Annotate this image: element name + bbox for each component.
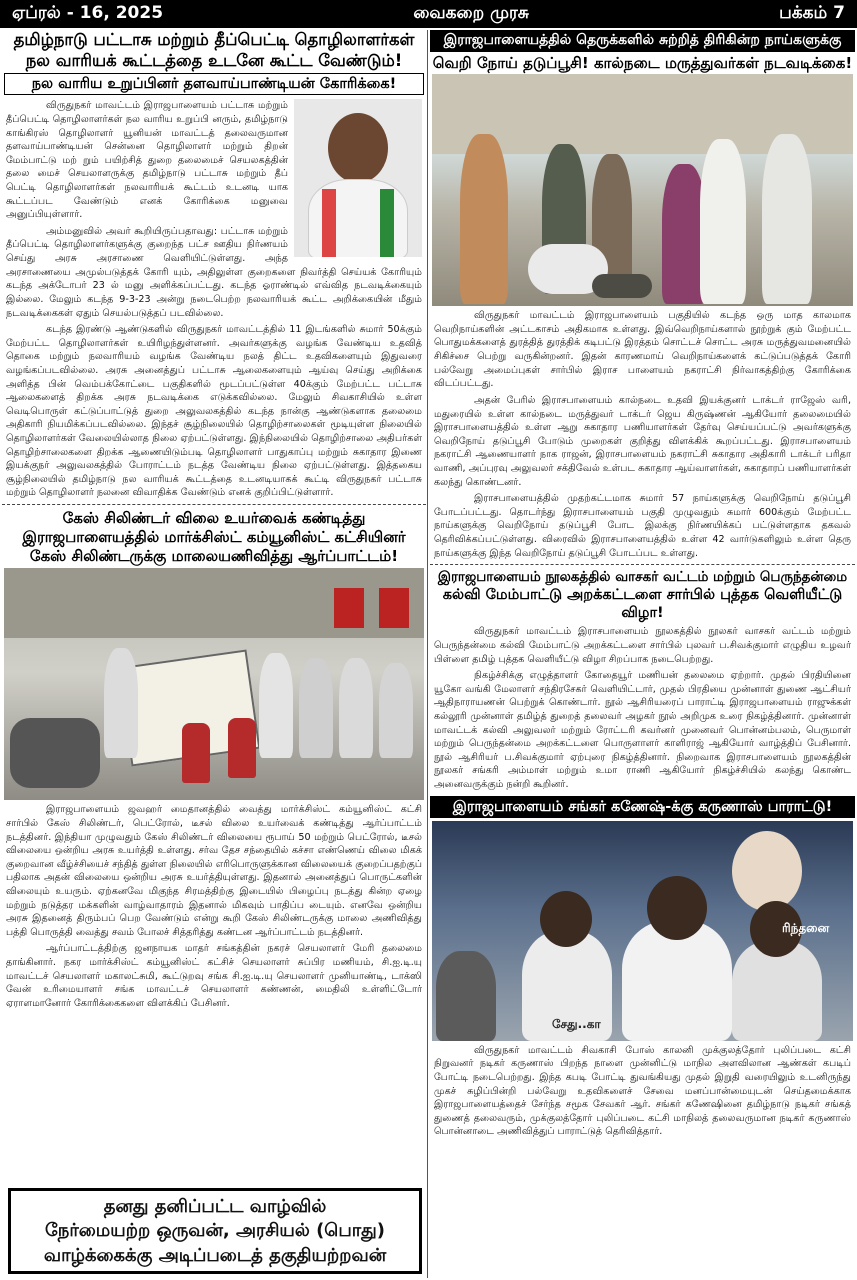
story1-headline-line2: நல வாரியக் கூட்டத்தை உடனே கூட்ட வேண்டும்!: [25, 50, 403, 70]
rstory3-headline: இராஜபாளையம் சங்கர் கணேஷ்-க்கு கருணாஸ் பாராட்டு!: [430, 796, 855, 818]
rstory3-para1: விருதுநகர் மாவட்டம் சிவகாசி போஸ் காலனி முக்குலத்தோர் புலிப்படை கட்சி நிறுவனர் நடிகர் கருணாஸ் பிறந்த நாளை முன்னிட்டு மாநில அளவிலான ஆண்கள் கபடிப் போட்டி நடைபெற்றது. இந்த கபடி போட்டி துவங்கியது முதல் இறுதி வரையிலும் உடனிருந்து முகச் சுழிப்பின்றி பல்வேறு உதவிகளைச் சேவை மனப்பான்மையுடன் செய்தமைக்காக இராஜபாளையத்தைச் சேர்ந்த சமூக சேவகர் ஆர். சங்கர் கணேஷினை தமிழ்நாடு நடிகர் சங்கத் துணைத் தலைவரும், முக்குலத்தோர் புலிப்படை கட்சி மாநிலத் தலைவருமான நடிகர் கருணாஸ் பொன்னாடை அணிவித்துப் பாராட்டுத் தெரிவித்தார்.: [434, 1044, 851, 1138]
rstory1-headline-line2: வெறி நோய் தடுப்பூசி! கால்நடை மருத்துவர்கள் நடவடிக்கை!: [432, 53, 853, 72]
net: [592, 274, 652, 298]
person: [700, 139, 746, 304]
portrait-photo: [294, 99, 422, 257]
quote-line1: தனது தனிப்பட்ட வாழ்வில்: [103, 1196, 327, 1217]
quote-line3: வாழ்க்கைக்கு அடிப்படைத் தகுதியற்றவன்: [43, 1244, 387, 1266]
rstory2-headline-line1: இராஜபாளையம் நூலகத்தில் வாசகர் வட்டம் மற்றும் பெருந்தன்மை: [437, 569, 848, 586]
protest-flag-2: [379, 588, 409, 628]
person-face: [647, 876, 707, 940]
rstory2-para2: நிகழ்ச்சிக்கு எழுத்தாளர் கோதையூர் மணியன் தலைமை ஏற்றார். முதல் பிரதியினை யூகோ வங்கி மேலாளர் சந்திரசேகர் வெளியிட்டார், முதல் பிரதியை முன்னாள் துணை ஆட்சியர் ஆதிநாராயணன் பெற்றுக் கொண்டார். நூல் ஆசிரியரைப் பாராட்டி இராஜபாளையம் ராஜுக்கள் கல்லூரி முன்னாள் தமிழ்த் துறைத் தலைவர் அழகர் நூல் அறிமுக உரை நிகழ்த்தினார். முன்னாள் மாவட்டக் கல்வி அலுவலர் மற்றும் ரோட்டரி கவர்னர் முனைவர் பொன்னம்பலம், பெருமாள் மற்றும் பெருந்தன்மை அறக்கட்டளை பொருளாளர் காளிராஜ் ஆகியோர் வாழ்த்திப் பேசினார். நூல் ஆசிரியர் ப.சிவக்குமார் ஏற்புரை நிகழ்த்தினார். நிறைவாக இராசபாளையம் நூலகத்தின் நூலகர் சங்கரி அம்மாள் மற்றும் உமா ராணி ஆகியோர் நிகழ்ச்சியில் கலந்து கொண்ட அனைவருக்கும் நன்றி கூறினர்.: [434, 670, 851, 791]
gas-cylinder: [228, 718, 256, 778]
protest-person: [299, 658, 333, 758]
rstory1-para3: இராசபாளையத்தில் முதற்கட்டமாக சுமார் 57 நாய்களுக்கு வெறிநோய் தடுப்பூசி போடப்பட்டது. தொடர்ந்து இராசபாளையம் பகுதி முழுவதும் சுமார் 600க்கும் மேற்பட்ட நாய்களுக்கு வெறிநோய் தடுப்பூசி போட இலக்கு நிர்ணயிக்கப் பட்டுள்ளதாக தகவல் தெரிவிக்கப்பட்டுள்ளது. விரைவில் இராசபாளையத்தில் உள்ள 42 வார்டுகளிலும் உள்ள தெரு நாய்களுக்கு இந்த வெறிநோய் தடுப்பூசி போடப்பட உள்ளது.: [434, 493, 851, 559]
story2-para2: ஆர்ப்பாட்டத்திற்கு ஜனநாயக மாதர் சங்கத்தின் நகரச் செயலாளர் மேரி தலைமை தாங்கினார். நகர மார்க்சிஸ்ட் கம்யூனிஸ்ட் கட்சிச் செயலாளர் சுப்பிர மணியம், சி.ஐ.டி.யு மாவட்டச் செயலாளர் மகாலட்சுமி, கூட்டுறவு சங்க சி.ஐ.டி.யு செயலாளர் முனியாண்டி, டாக்ஸி வேன் உரிமையாளர் சங்க மாவட்டச் செயலாளர் கண்ணன், மைதிலி உள்ளிட்டோர் ஏராளமானோர் கோரிக்கைகளை விளக்கிப் பேசினர்.: [6, 943, 422, 1009]
banner-text: சேது..கா: [552, 1016, 601, 1031]
rstory2-headline-line2: கல்வி மேம்பாட்டு அறக்கட்டளை சார்பில் புத்தக வெளியீட்டு விழா!: [442, 587, 843, 622]
rstory1-para1: விருதுநகர் மாவட்டம் இராஜபாளையம் பகுதியில் கடந்த ஒரு மாத காலமாக வெறிநாய்களின் அட்டகாசம் அதிகமாக உள்ளது. இவ்வெறிநாய்களால் நூற்றுக் கும் மேற்பட்ட பொதுமக்களைத் துரத்தித் துரத்திக் கடிபட்டு இரத்தம் சொட்டச் சொட்ட அரசு மருத்துவமனையில் சிகிச்சை பெற்று வருகின்றனர். இதன் காரணமாய் வெறிநாய்களைக் கட்டுப்படுத்தக் கோரி பல்வேறு அமைப்புகள் சார்பில் இராச பாளையம் நகராட்சி நிர்வாகத்திற்கு கோரிக்கை விடப்பட்டது.: [434, 310, 851, 390]
story1-para1: விருதுநகர் மாவட்டம் இராஜபாளையம் பட்டாசு மற்றும் தீப்பெட்டி தொழிலாளர்கள் நல வாரிய உறுப்பி னரும், தமிழ்நாடு காங்கிரஸ் தொழிலாளர் யூனியன் மாவட்டத் தலைவருமான தளவாய்பாண்டியன் சென்னை தொழிலாளர் மற்றும் திறன் மேம்பாட்டு மற் றும் பயிற்சித் துறை தலைமைச் செயலகத்தின் தலை மைச் செயலாளருக்கு தமிழ்நாடு பட்டாசு மற்றும் தீப் பெட்டி தொழிலாளர்கள் நலவாரியக் கூட்டம் உடனடி யாக கூட்டப்பட வேண்டும் எனக் கோரிக்கை மனுவை அனுப்பியுள்ளார்.: [6, 100, 288, 221]
story1-subhead: நல வாரிய உறுப்பினர் தளவாய்பாண்டியன் கோரிக்கை!: [4, 73, 424, 95]
story1-para3: கடந்த இரண்டு ஆண்டுகளில் விருதுநகர் மாவட்டத்தில் 11 இடங்களில் சுமார் 50க்கும் மேற்பட்ட தொழிலாளர்கள் உயிரிழந்துள்ளனர். அவர்களுக்கு வழங்க வேண்டிய உதவித் தொகை மற்றும் நலவாரியம் வழங்க வேண்டிய நலத் திட்ட உதவிகளையும் இதுவரை வழங்கப்படவில்லை. அரசு அனைத்துப் பட்டாசு ஆலைகளையும் ஆய்வு செய்து அறிக்கை அளித்த பின் வெம்பக்கோட்டை பகுதிகளில் மூடப்பட்டுள்ள 40க்கும் மேற்பட்ட பட்டாசு ஆலைகளைத் திறக்க அரசு நடவடிக்கை எடுக்கவில்லை. மேலும் சிவகாசியில் உள்ள வெடிபொருள் கட்டுப்பாட்டுத் துறை அலுவலகத்தில் கடந்த நான்கு ஆண்டுகளாக தலைமை அதிகாரி நியமிக்கப்படவில்லை. இந்தச் சூழ்நிலையில் தொழிற்சாலைகள் மூடியுள்ள நிலையில் தொழிலாளர்கள் வேலையில்லாத நிலை ஏற்பட்டுள்ளது. இந்நிலையில் தொழிற்சாலை அதிபர்கள் தொழிற்சாலைகளை திறக்க ஆணையிடும்படி தொழிலாளர் பாதுகாப்பு மற்றும் சுகாதார இணை இயக்குநர் அலுவலகத்தில் போராட்டம் நடத்த வேண்டிய நிலை ஏற்பட்டுள்ளது. இத்தகைய சூழ்நிலையில் தமிழ்நாடு நல வாரியக் கூட்டத்தை உடனடியாகக் கூட்டி விருதுநகர் பட்டாசு மற்றும் தொழிலாளர் நலனை விவாதிக்க வேண்டும் எனக் குறிப்பிட்டுள்ளார்.: [6, 324, 422, 499]
page-number: பக்கம் 7: [779, 3, 845, 23]
protest-flag: [334, 588, 364, 628]
column-divider: [427, 30, 428, 1278]
person: [436, 951, 496, 1041]
scooter: [10, 718, 100, 788]
protest-person: [259, 653, 293, 758]
story2-para1: இராஜபாளையம் ஜவஹர் மைதானத்தில் வைத்து மார்க்சிஸ்ட் கம்யூனிஸ்ட் கட்சி சார்பில் கேஸ் சிலிண்டர், பெட்ரோல், டீசல் விலை உயர்வைக் கண்டித்து ஆர்ப்பாட்டம் நடத்தினர். இந்தியா முழுவதும் கேஸ் சிலிண்டர் விலையை ரூபாய் 50 மற்றும் பெட்ரோல், டீசல் விலையை ஒன்றிய அரசு உயர்த்தி உள்ளது. சர்வ தேச சந்தையில் கச்சா எண்ணெய் விலை மிகக் குறைவான வீழ்ச்சியைச் சந்தித் துள்ள நிலையில் எரிபொருளுக்கான விலையைக் குறைப்பதற்குப் பதிலாக அதன் விலையை ஒன்றிய அரசு உயர்த்தியுள்ளது. இதனால் அனைத்துப் பொருட்களின் விலையும் உயரும். ஏற்கனவே மிகுந்த சிரமத்திற்கு இடையில் பிழைப்பு நடத்து கின்ற ஏழை மற்றும் நடுத்தர மக்களின் வாழ்வாதாரம் இதனால் மிகவும் பாதிப்ப டையும். எனவே ஒன்றிய அரசு இதனைத் திரும்பப் பெற வேண்டும் என்று கூறி கேஸ் சிலிண்டருக்கு மாலை அணிவித்து பத்தி பொருத்தி வைத்து சவம் போலச் சித்தரித்து கண்டன ஆர்ப்பாட்டம் நடத்தினர்.: [6, 804, 422, 938]
story2-headline-line1: கேஸ் சிலிண்டர் விலை உயர்வைக் கண்டித்து: [62, 509, 366, 528]
protest-person: [379, 663, 413, 758]
felicitation-photo: [432, 821, 853, 1041]
person: [762, 134, 812, 304]
story1-para2: அம்மனுவில் அவர் கூறியிருப்பதாவது: பட்டாசு மற்றும் தீப்பெட்டி தொழிலாளர்களுக்கு குறைந்த பட்ச ஊதிய நிர்ணயம் செய்து அரசு அரசாணை வெளியிட்டுள்ளது. அந்த அரசாணையை அமுல்படுத்தக் கோரி யும், அதிலுள்ள குறைகளை நிவர்த்தி செய்யக் கோரியும் கடந்த அக்டோபர் 23 ல் மனு அளிக்கப்பட்டது. கடந்த ஓராண்டில் எவ்வித நடவடிக்கையும் இல்லை. மேலும் கடந்த 9-3-23 அன்று நடைபெற்ற நலவாரியக் கூட்ட அறிக்கையின் மீதும் நடவடிக்கைகள் ஏதும் செயல்படுத்தப் படவில்லை.: [6, 225, 422, 319]
story2-headline-line3: கேஸ் சிலிண்டருக்கு மாலையணிவித்து ஆர்ப்பாட்டம்!: [29, 546, 399, 565]
rstory1-headline-line1: இராஜபாளையத்தில் தெருக்களில் சுற்றித் திரிகின்ற நாய்களுக்கு: [430, 30, 855, 52]
gas-cylinder: [182, 723, 210, 783]
story1-headline-line1: தமிழ்நாடு பட்டாசு மற்றும் தீப்பெட்டி தொழிலாளர்கள்: [13, 30, 415, 49]
protest-person: [339, 658, 373, 758]
left-column: [2, 30, 426, 1278]
protest-photo: [4, 568, 424, 800]
rstory2-para1: விருதுநகர் மாவட்டம் இராசபாளையம் நூலகத்தில் நூலகர் வாசகர் வட்டம் மற்றும் பெருந்தன்மை கல்வி மேம்பாட்டு அறக்கட்டளை சார்பில் புலவர் ப.சிவக்குமார் எழுதிய உழவர் பிள்ளை தமிழ் புத்தக வெளியீட்டு விழா சிறப்பாக நடைபெற்றது.: [434, 626, 851, 665]
separator: [430, 564, 855, 565]
masthead: [0, 0, 857, 28]
banner-text-2: ரிந்தனை: [782, 920, 830, 935]
person: [460, 134, 508, 304]
dog-vaccination-photo: [432, 74, 853, 306]
person-face: [540, 891, 592, 947]
issue-date: ஏப்ரல் - 16, 2025: [12, 3, 164, 23]
portrait-head: [328, 113, 388, 183]
right-column: [430, 30, 855, 1278]
quote-line2: நேர்மையற்ற ஒருவன், அரசியல் (பொது): [45, 1220, 385, 1242]
separator: [2, 504, 426, 505]
portrait-scarf: [322, 189, 336, 257]
paper-name: வைகறை முரசு: [413, 3, 529, 23]
portrait-scarf-right: [380, 189, 394, 257]
rstory1-para2: அதன் பேரில் இராசபாளையம் கால்நடை உதவி இயக்குனர் டாக்டர் ராஜேஸ் வரி, மதுரையில் உள்ள கால்நடை மருத்துவர் டாக்டர் ஜெய கிருஷ்ணன் ஆகியோர் தலைமையில் இராசபாளையத்தில் உள்ள ஆறு சுகாதார பணியாளர்கள் தேர்வு செய்யப்பட்டு அவர்களுக்கு வெறிநோய் தடுப்பூசி போடும் முறைகள் குறித்து விளக்கிக் கூறப்பட்டது. இராசபாளையம் நகராட்சி ஆணையாளர் நாக ராஜன், இராசபாளையம் நகராட்சி சுகாதார அதிகாரி டாக்டர் பரிதா வாணி, அப்புரவு அலுவலர் சக்திவேல் உள்பட சுகாதார ஆய்வாளர்கள், சுகாதாரப் பணியாளர்கள் கலந்து கொண்டனர்.: [434, 394, 851, 488]
quote-box: [8, 1188, 422, 1274]
story2-headline-line2: இராஜபாளையத்தில் மார்க்சிஸ்ட் கம்யூனிஸ்ட் கட்சியினர்: [22, 527, 406, 546]
person-face: [732, 831, 802, 911]
protest-person: [104, 648, 138, 758]
